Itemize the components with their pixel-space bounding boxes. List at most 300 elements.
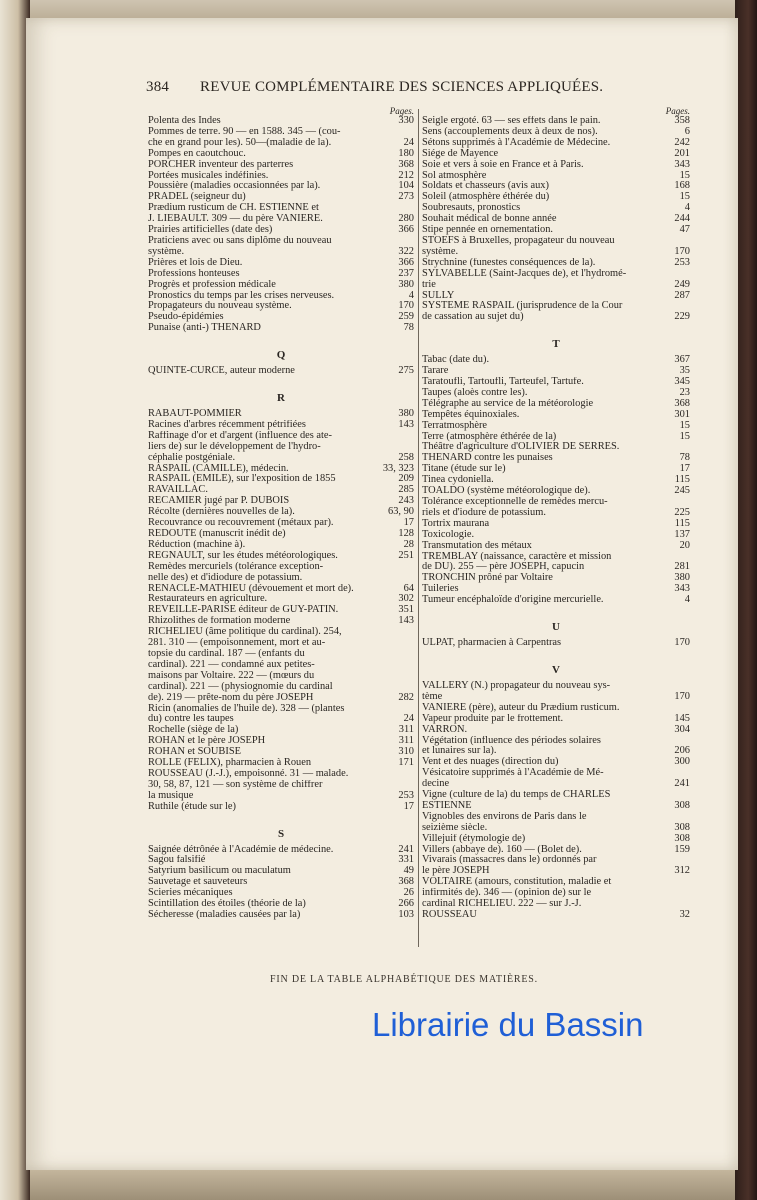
entry-text: Raffinage d'or et d'argent (influence des ate- [148,430,332,441]
entry-text: SULLY [422,290,455,301]
entry-text: Portées musicales indéfinies. [148,170,269,181]
entry-text: Soleil (atmosphère éthérée du) [422,192,550,203]
index-entry [422,127,690,138]
index-entry [148,791,414,802]
entry-page-ref: 33, 323 [382,463,414,474]
entry-page-ref: 237 [398,268,414,279]
index-entry [148,409,414,420]
entry-page-ref: 212 [398,170,414,181]
entry-page-ref: 26 [403,888,414,899]
entry-text: Recouvrance ou recouvrement (métaux par). [148,518,334,529]
index-entry [148,649,414,660]
index-entry [422,171,690,182]
entry-page-ref: 24 [403,137,414,148]
entry-page-ref: 259 [398,312,414,323]
entry-page-ref: 115 [674,518,690,529]
index-entry [148,888,414,899]
entry-page-ref: 17 [403,518,414,529]
pages-label: Pages. [389,106,414,116]
entry-text: Taupes (aloès contre les). [422,387,528,398]
index-entry [148,420,414,431]
index-entry [422,866,690,877]
index-entry [148,280,414,291]
bookseller-watermark: Librairie du Bassin [372,1006,644,1043]
index-entry [422,247,690,258]
index-entry [422,692,690,703]
entry-page-ref: 311 [398,725,414,736]
entry-page-ref: 159 [674,844,690,855]
entry-text: Réduction (machine à). [148,539,246,550]
index-entry [422,834,690,845]
entry-text: Pommes de terre. 90 — en 1588. 345 — (cou- [148,126,341,137]
entry-text: REDOUTÉ (manuscrit inédit de) [148,529,286,539]
entry-page-ref: 17 [679,464,690,475]
entry-page-ref: 281 [674,562,690,573]
index-entry [422,638,690,649]
entry-text: nelle des) et d'idiodure de potassium. [148,572,303,583]
entry-page-ref: 310 [398,747,414,758]
entry-page-ref: 367 [674,355,690,366]
index-entry [148,518,414,529]
entry-text: TREMBLAY (naissance, caractère et mission [422,551,612,562]
entry-text: Professions honteuses [148,268,240,279]
entry-page-ref: 64 [403,583,414,594]
index-entry [148,551,414,562]
entry-text: Sol atmosphère [422,170,487,181]
entry-text: Vivarais (massacres dans le) ordonnés par [422,855,597,866]
entry-text: RABAUT-POMMIER [148,409,242,420]
index-entry [422,192,690,203]
page-number: 384 [146,79,170,95]
index-entry [422,541,690,552]
index-entry [148,507,414,518]
index-entry [148,366,414,377]
index-entry [148,802,414,813]
index-entry [148,127,414,138]
index-entry [148,540,414,551]
entry-text: Tinea cydoniella. [422,475,494,486]
entry-text: Seigle ergoté. 63 — ses effets dans le pain. [422,116,601,126]
entry-text: Racines d'arbres récemment pétrifiées [148,419,306,430]
index-entry [422,258,690,269]
index-entry [148,573,414,584]
entry-text: Vignobles des environs de Paris dans le [422,811,587,822]
index-entry [148,464,414,475]
index-entry [148,301,414,312]
entry-page-ref: 24 [403,714,414,725]
entry-page-ref: 308 [674,822,690,833]
entry-text: système. [422,246,459,257]
entry-page-ref: 322 [398,246,414,257]
entry-page-ref: 308 [674,833,690,844]
entry-page-ref: 143 [398,616,414,627]
entry-text: trie [422,279,436,290]
entry-page-ref: 32 [679,910,690,920]
entry-text: 281. 310 — (empoisonnement, mort et au- [148,638,326,649]
entry-text: RÉCAMIER jugé par P. DUBOIS [148,496,290,507]
index-entry [422,421,690,432]
entry-text: de cassation au sujet du) [422,312,524,323]
entry-page-ref: 35 [679,366,690,377]
entry-text: Tuileries [422,584,459,595]
index-entry [422,519,690,530]
entry-text: VANIÈRE (père), auteur du Prædium rusticum. [422,702,620,713]
entry-text: Stipe pennée en ornementation. [422,225,553,236]
entry-text: TOALDO (système météorologique de). [422,486,591,497]
entry-text: Télégraphe au service de la météorologie [422,398,594,409]
entry-text: Ricin (anomalies de l'huile de). 328 — (plantes [148,703,345,714]
entry-text: Villers (abbaye de). 160 — (Bolet de). [422,844,582,855]
entry-text: et lunaires sur la). [422,746,497,757]
entry-page-ref: 251 [398,550,414,561]
index-entry [148,584,414,595]
entry-text: J. LIÉBAULT. 309 — du père VANIÈRE. [148,214,323,225]
index-entry [422,388,690,399]
entry-text: decine [422,779,450,790]
entry-text: Vent et des nuages (direction du) [422,757,559,768]
pages-label: Pages. [665,106,690,116]
entry-text: Pompes en caoutchouc. [148,148,246,159]
entry-text: Restaurateurs en agriculture. [148,594,268,605]
entry-text: Satyrium basilicum ou maculatum [148,866,291,877]
entry-page-ref: 275 [398,366,414,377]
entry-text: Rochelle (siège de la) [148,725,239,736]
entry-text: Prædium rusticum de CH. ESTIENNE et [148,203,319,214]
entry-page-ref: 171 [398,758,414,769]
entry-text: PRADEL (seigneur du) [148,192,246,203]
index-entry [422,291,690,302]
entry-text: Rhizolithes de formation moderne [148,616,291,627]
entry-text: RENACLE-MATHIEU (dévouement et mort de). [148,583,354,594]
index-entry [148,693,414,704]
index-entry [422,236,690,247]
entry-text: VOLTAIRE (amours, constitution, maladie et [422,877,612,888]
entry-page-ref: 78 [403,323,414,334]
entry-text: riels et d'iodure de potassium. [422,507,546,518]
entry-text: ROHAN et le père JOSEPH [148,736,266,747]
index-entry [422,442,690,453]
index-entry [148,660,414,671]
index-entry [422,736,690,747]
index-entry [148,485,414,496]
index-entry [422,714,690,725]
entry-text: de DU). 255 — père JOSEPH, capucin [422,562,585,573]
entry-text: ROHAN et SOUBISE [148,747,241,758]
index-entry [422,280,690,291]
entry-page-ref: 366 [398,225,414,236]
entry-text: SYLVABELLE (Saint-Jacques de), et l'hydromé- [422,268,627,279]
index-entry [422,160,690,171]
entry-text: de). 219 — prête-nom du père JOSEPH [148,692,314,703]
entry-page-ref: 104 [398,181,414,192]
entry-page-ref: 358 [674,116,690,126]
entry-page-ref: 170 [398,301,414,312]
entry-text: céphalie postgéniale. [148,452,236,463]
entry-page-ref: 301 [674,409,690,420]
index-entry [422,768,690,779]
index-entry [148,845,414,856]
entry-page-ref: 103 [398,910,414,920]
index-entry [422,530,690,541]
index-entry [422,845,690,856]
entry-text: Sauvetage et sauveteurs [148,877,248,888]
index-entry [422,562,690,573]
entry-text: Tolérance exceptionnelle de remèdes mercu- [422,497,608,507]
index-entry [422,823,690,834]
index-entry [422,877,690,888]
index-entry [422,312,690,323]
entry-text: REGNAULT, sur les études météorologiques. [148,550,338,561]
entry-text: cardinal RICHELIEU. 222 — sur J.-J. [422,899,582,910]
index-entry [148,616,414,627]
index-entry [148,682,414,693]
index-entry [422,475,690,486]
index-entry [422,410,690,421]
index-entry [422,399,690,410]
entry-page-ref: 280 [398,214,414,225]
entry-page-ref: 343 [674,584,690,595]
entry-text: Titane (étude sur le) [422,464,506,475]
index-entry [148,704,414,715]
index-entry [148,291,414,302]
section-letter: V [552,663,560,676]
entry-text: Tabac (date du). [422,355,490,366]
entry-text: STOEFS à Bruxelles, propagateur du nouveau [422,235,615,246]
entry-text: Soubresauts, pronostics [422,203,521,214]
index-entry [148,214,414,225]
index-entry [422,552,690,563]
entry-text: VALLERY (N.) propagateur du nouveau sys- [422,680,611,691]
entry-page-ref: 168 [674,181,690,192]
entry-text: Siége de Mayence [422,148,499,159]
entry-text: Progrès et profession médicale [148,279,276,290]
entry-text: Sétons supprimés à l'Académie de Médecine. [422,137,611,148]
entry-page-ref: 312 [674,866,690,877]
entry-text: che en grand pour les). 50—(maladie de la). [148,137,332,148]
entry-page-ref: 170 [674,691,690,702]
entry-text: le père JOSEPH [422,866,490,877]
index-entry [148,714,414,725]
entry-text: QUINTE-CURCE, auteur moderne [148,366,295,377]
entry-page-ref: 241 [674,779,690,790]
index-column-left [148,107,414,921]
index-entry [148,171,414,182]
index-entry [148,181,414,192]
index-entry [148,736,414,747]
section-letter: R [277,392,285,405]
index-entry [422,746,690,757]
entry-page-ref: 209 [398,474,414,485]
entry-page-ref: 249 [674,279,690,290]
entry-text: tème [422,691,443,702]
entry-page-ref: 351 [398,605,414,616]
index-entry [422,681,690,692]
entry-page-ref: 145 [674,713,690,724]
entry-page-ref: 308 [674,800,690,811]
entry-text: Théâtre d'agriculture d'OLIVIER DE SERRES. [422,442,620,453]
index-entry [148,247,414,258]
entry-text: Vigne (culture de la) du temps de CHARLES [422,790,611,801]
index-entry [148,138,414,149]
column-divider [418,109,419,947]
index-column-right [422,107,690,921]
index-entry [148,769,414,780]
index-entry [148,225,414,236]
entry-page-ref: 17 [403,801,414,812]
index-entry [148,203,414,214]
entry-text: Scintillation des étoiles (théorie de la) [148,899,306,910]
entry-page-ref: 20 [679,540,690,551]
entry-text: Strychnine (funestes conséquences de la). [422,257,596,268]
entry-text: Taratoufli, Tartoufli, Tarteufel, Tartufe. [422,377,584,388]
entry-page-ref: 241 [398,844,414,855]
entry-page-ref: 128 [398,529,414,539]
entry-page-ref: 15 [679,431,690,442]
entry-page-ref: 380 [398,409,414,420]
section-letter: Q [276,349,286,362]
index-entry [422,453,690,464]
entry-text: ULPAT, pharmacien à Carpentras [422,638,562,649]
entry-page-ref: 253 [674,257,690,268]
entry-text: Scieries mécaniques [148,888,233,899]
entry-text: Vapeur produite par le frottement. [422,713,564,724]
index-entry [148,866,414,877]
entry-text: THÉNARD contre les punaises [422,453,553,464]
entry-text: Terratmosphère [422,420,488,431]
index-entry [148,149,414,160]
entry-text: 30, 58, 87, 121 — son système de chiffrer [148,779,323,790]
index-entry [148,747,414,758]
entry-text: RAVAILLAC. [148,485,208,496]
entry-text: Tarare [422,366,449,377]
entry-text: cardinal). 221 — condamné aux petites- [148,659,315,670]
entry-page-ref: 225 [674,507,690,518]
entry-page-ref: 6 [684,126,690,137]
entry-text: Polenta des Indes [148,116,221,126]
entry-text: Pseudo-épidémies [148,312,224,323]
entry-text: PORCHER inventeur des parterres [148,159,294,170]
entry-page-ref: 4 [684,595,690,606]
index-entry [148,899,414,910]
index-entry [422,355,690,366]
index-entry [148,877,414,888]
entry-text: RICHELIEU (âme politique du cardinal). 254, [148,627,342,638]
entry-page-ref: 170 [674,638,690,649]
index-entry [148,910,414,921]
entry-text: Tumeur encéphaloïde d'origine mercurielle. [422,595,604,606]
entry-text: Sécheresse (maladies causées par la) [148,910,301,920]
entry-text: Vésicatoire supprimés à l'Académie de Mé- [422,768,604,779]
entry-page-ref: 15 [679,192,690,203]
entry-page-ref: 23 [679,387,690,398]
entry-text: Sens (accouplements deux à deux de nos). [422,126,598,137]
entry-text: liers de) sur le développement de l'hydro- [148,441,321,452]
entry-page-ref: 242 [674,137,690,148]
index-entry [148,258,414,269]
index-entry [148,236,414,247]
index-entry [422,464,690,475]
index-entry [148,780,414,791]
index-entry [148,312,414,323]
index-entry [422,377,690,388]
entry-text: Punaise (anti-) THÉNARD [148,323,261,334]
index-entry [422,149,690,160]
entry-text: Saignée détrônée à l'Académie de médecine. [148,844,334,855]
entry-page-ref: 273 [398,192,414,203]
index-entry [422,225,690,236]
index-entry [422,801,690,812]
entry-text: RASPAIL (CAMILLE), médecin. [148,463,289,474]
entry-page-ref: 206 [674,746,690,757]
index-entry [148,671,414,682]
index-entry [422,486,690,497]
entry-page-ref: 78 [679,453,690,464]
index-entry [422,508,690,519]
index-entry [148,638,414,649]
entry-page-ref: 302 [398,594,414,605]
index-entry [422,573,690,584]
entry-text: système. [148,246,185,257]
entry-text: Tortrix maurana [422,518,490,529]
entry-text: du) contre les taupes [148,714,234,725]
index-entry [422,790,690,801]
entry-text: infirmités de). 346 — (opinion de) sur le [422,888,592,899]
index-entry [422,725,690,736]
entry-page-ref: 287 [674,290,690,301]
entry-text: RASPAIL (EMILE), sur l'exposition de 1855 [148,474,336,485]
entry-page-ref: 143 [398,419,414,430]
entry-page-ref: 229 [674,312,690,323]
entry-text: Pronostics du temps par les crises nerveuses. [148,290,335,301]
entry-text: ROLLÉ (FÉLIX), pharmacien à Rouen [148,758,312,769]
index-entry [422,757,690,768]
index-entry [148,116,414,127]
entry-page-ref: 285 [398,485,414,496]
entry-text: Propagateurs du nouveau système. [148,301,292,312]
index-entry [148,442,414,453]
entry-page-ref: 300 [674,757,690,768]
entry-page-ref: 311 [398,736,414,747]
index-entry [148,496,414,507]
entry-text: Poussière (maladies occasionnées par la). [148,181,321,192]
index-entry [422,779,690,790]
entry-page-ref: 366 [398,257,414,268]
index-entry [148,758,414,769]
index-entry [422,214,690,225]
index-entry [422,910,690,921]
entry-page-ref: 244 [674,214,690,225]
entry-text: RÉVEILLÉ-PARISE éditeur de GUY-PATIN. [148,605,339,616]
index-entry [422,432,690,443]
index-entry [148,855,414,866]
entry-text: Végétation (influence des périodes solaires [422,735,601,746]
index-entry [148,594,414,605]
entry-text: cardinal). 221 — (physiognomie du cardinal [148,681,333,692]
index-entry [422,181,690,192]
entry-text: Prairies artificielles (date des) [148,225,273,236]
entry-page-ref: 304 [674,724,690,735]
entry-text: TRONCHIN prôné par Voltaire [422,573,553,584]
entry-text: ROUSSEAU (J.-J.), empoisonné. 31 — malade. [148,768,349,779]
entry-page-ref: 282 [398,692,414,703]
entry-page-ref: 343 [674,159,690,170]
entry-page-ref: 368 [398,877,414,888]
index-entry [422,703,690,714]
index-entry [148,192,414,203]
entry-text: Soie et vers à soie en France et à Paris. [422,159,584,170]
index-entry [148,529,414,540]
entry-page-ref: 137 [674,529,690,540]
